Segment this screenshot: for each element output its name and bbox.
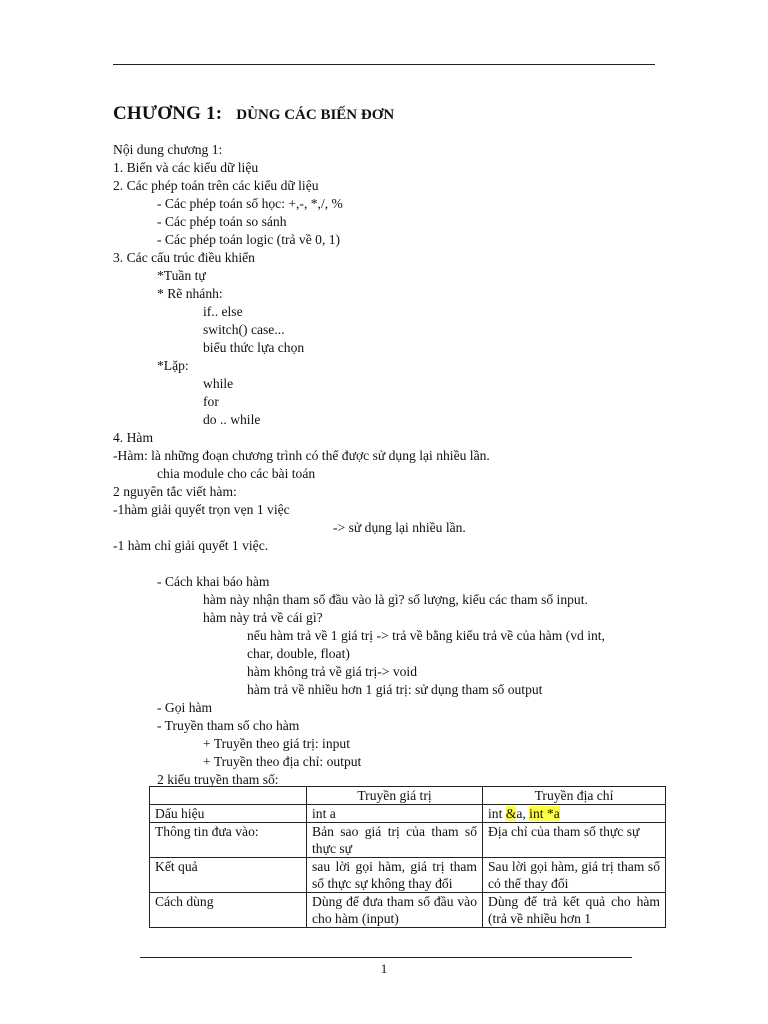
table-header-cell: Truyền địa chỉ <box>483 787 666 805</box>
text-line: Nội dung chương 1: <box>113 142 223 157</box>
text-line: 2 nguyên tắc viết hàm: <box>113 484 237 499</box>
page-number: 1 <box>380 961 388 976</box>
text-line: * Rẽ nhánh: <box>157 286 223 301</box>
text-line: hàm này trả về cái gì? <box>203 610 323 625</box>
text-line: nếu hàm trả về 1 giá trị -> trả về bằng kiểu trả về của hàm (vd int, <box>247 628 605 643</box>
table-cell-by-ref: Địa chỉ của tham số thực sự <box>483 823 666 858</box>
text-line: + Truyền theo địa chỉ: output <box>203 754 362 769</box>
table-row <box>150 805 666 823</box>
text-line: *Lặp: <box>157 358 189 373</box>
text-line: do .. while <box>203 412 261 427</box>
text-line: - Cách khai báo hàm <box>157 574 270 589</box>
text-line: char, double, float) <box>247 646 350 661</box>
text-line: *Tuần tự <box>157 268 206 283</box>
chapter-number: CHƯƠNG 1: <box>113 103 223 124</box>
table-row <box>150 823 666 858</box>
table-header-cell <box>150 787 307 805</box>
highlighted-text: int *a <box>529 806 560 821</box>
text-line: 3. Các cấu trúc điều khiển <box>113 250 255 265</box>
text-line: biểu thức lựa chọn <box>203 340 305 355</box>
table-cell-by-value: int a <box>307 805 483 823</box>
table-cell-by-value: Bản sao giá trị của tham số thực sự <box>307 823 483 858</box>
chapter-title: DÙNG CÁC BIẾN ĐƠN <box>236 107 395 123</box>
text-line: - Các phép toán số học: +,-, *,/, % <box>157 196 343 211</box>
table-cell-by-value: Dùng để đưa tham số đầu vào cho hàm (input) <box>307 893 483 928</box>
table-header-row <box>150 787 666 805</box>
table-cell-label: Cách dùng <box>150 893 307 928</box>
chapter-heading <box>113 103 394 125</box>
text-line: 4. Hàm <box>113 430 154 445</box>
text-line: - Gọi hàm <box>157 700 213 715</box>
text-line: - Các phép toán logic (trả về 0, 1) <box>157 232 341 247</box>
text-line: 2. Các phép toán trên các kiểu dữ liệu <box>113 178 319 193</box>
text-line: chia module cho các bài toán <box>157 466 316 481</box>
table-cell-by-ref: Dùng để trả kết quả cho hàm (trả về nhiều hơn 1 <box>483 893 666 928</box>
text-line: -> sử dụng lại nhiều lần. <box>333 520 466 535</box>
text-line: + Truyền theo giá trị: input <box>203 736 351 751</box>
text-line: -1 hàm chỉ giải quyết 1 việc. <box>113 538 269 553</box>
text-line: - Các phép toán so sánh <box>157 214 287 229</box>
text-line: hàm không trả về giá trị-> void <box>247 664 417 679</box>
text-line: hàm này nhận tham số đầu vào là gì? số lượng, kiểu các tham số input. <box>203 592 588 607</box>
highlighted-text: & <box>505 806 517 821</box>
text-line: - Truyền tham số cho hàm <box>157 718 300 733</box>
table-header-cell: Truyền giá trị <box>307 787 483 805</box>
table-cell-label: Thông tin đưa vào: <box>150 823 307 858</box>
parameter-passing-table <box>149 786 666 928</box>
table-cell-by-ref: Sau lời gọi hàm, giá trị tham số có thể thay đổi <box>483 858 666 893</box>
text-line: hàm trả về nhiều hơn 1 giá trị: sử dụng tham số output <box>247 682 543 697</box>
text-line: for <box>203 394 219 409</box>
table-cell-label: Dấu hiệu <box>150 805 307 823</box>
table-row <box>150 893 666 928</box>
footer-rule <box>140 957 632 958</box>
text-line: -1hàm giải quyết trọn vẹn 1 việc <box>113 502 290 517</box>
text-line: switch() case... <box>203 322 285 337</box>
text-line: if.. else <box>203 304 243 319</box>
chapter-content <box>113 141 673 789</box>
table-cell-label: Kết quả <box>150 858 307 893</box>
text-run: a, <box>516 806 530 821</box>
text-line: 2 kiểu truyền tham số: <box>157 772 279 787</box>
table-cell-by-value: sau lời gọi hàm, giá trị tham số thực sự không thay đổi <box>307 858 483 893</box>
text-line: -Hàm: là những đoạn chương trình có thể được sử dụng lại nhiều lần. <box>113 448 490 463</box>
table-row <box>150 858 666 893</box>
header-rule <box>113 64 655 65</box>
blank-line <box>113 555 673 573</box>
text-run: int <box>488 806 506 821</box>
text-line: 1. Biến và các kiểu dữ liệu <box>113 160 259 175</box>
table-cell-by-ref <box>483 805 666 823</box>
text-line: while <box>203 376 234 391</box>
